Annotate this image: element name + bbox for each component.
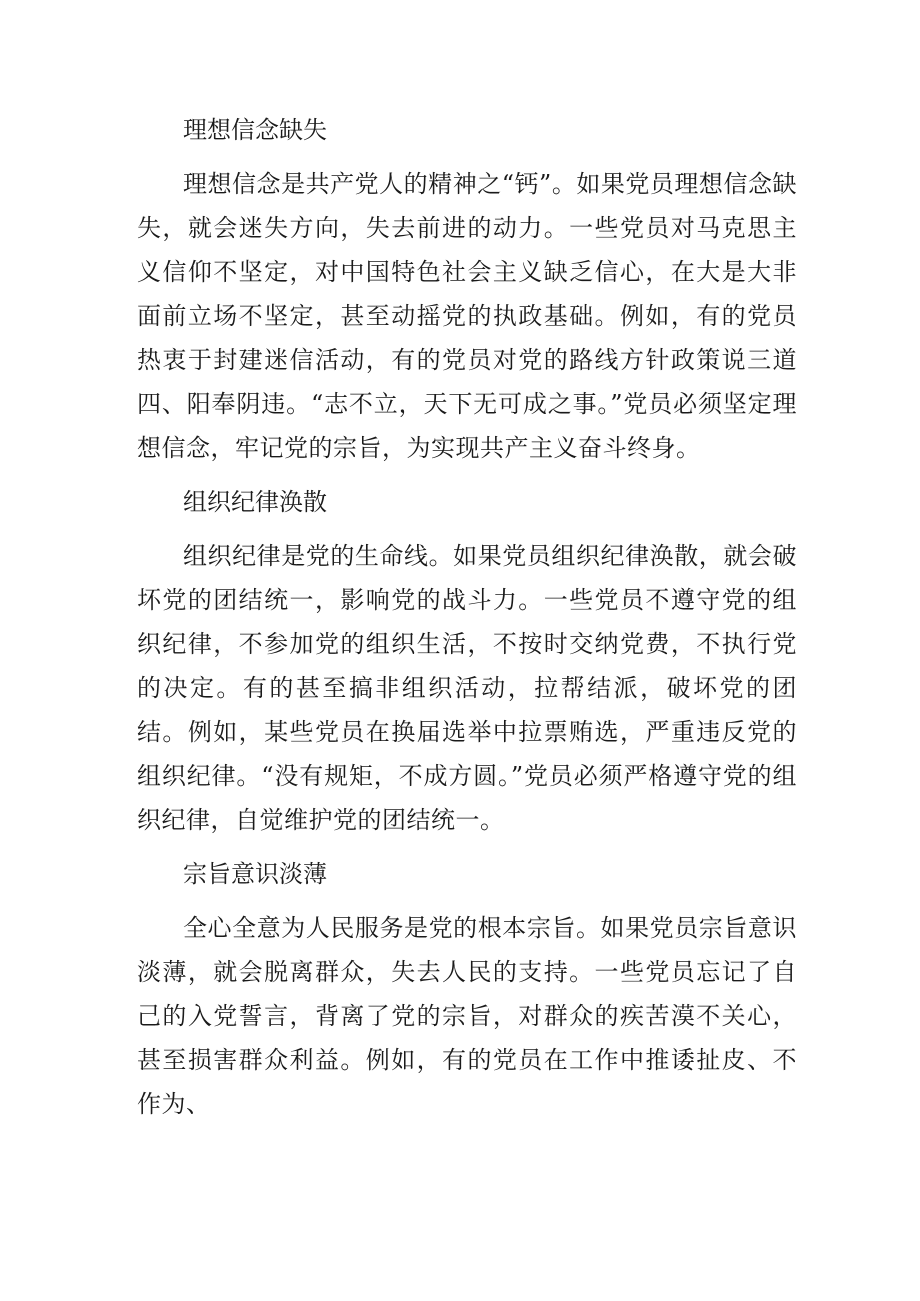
section-heading-2: 组织纪律涣散 bbox=[183, 488, 327, 516]
section-paragraph-2: 组织纪律是党的生命线。如果党员组织纪律涣散，就会破坏党的团结统一，影响党的战斗力。一些党员不遵守党的组织纪律，不参加党的组织生活，不按时交纳党费，不执行党的决定。有的甚至搞非组织活动，拉帮结派，破坏党的团结。例如，某些党员在换届选举中拉票贿选，严重违反党的组织纪律。“没有规矩，不成方圆。”党员必须严格遵守党的组织纪律，自觉维护党的团结统一。 bbox=[137, 542, 797, 834]
document-body bbox=[137, 108, 797, 1136]
section-heading-1: 理想信念缺失 bbox=[183, 116, 327, 144]
section-paragraph-3: 全心全意为人民服务是党的根本宗旨。如果党员宗旨意识淡薄，就会脱离群众，失去人民的支持。一些党员忘记了自己的入党誓言，背离了党的宗旨，对群众的疾苦漠不关心，甚至损害群众利益。例如，有的党员在工作中推诿扯皮、不作为、 bbox=[137, 914, 797, 1118]
section-paragraph-1: 理想信念是共产党人的精神之“钙”。如果党员理想信念缺失，就会迷失方向，失去前进的动力。一些党员对马克思主义信仰不坚定，对中国特色社会主义缺乏信心，在大是大非面前立场不坚定，甚至动摇党的执政基础。例如，有的党员热衷于封建迷信活动，有的党员对党的路线方针政策说三道四、阳奉阴违。“志不立，天下无可成之事。”党员必须坚定理想信念，牢记党的宗旨，为实现共产主义奋斗终身。 bbox=[137, 170, 797, 462]
section-heading-3: 宗旨意识淡薄 bbox=[183, 860, 327, 888]
